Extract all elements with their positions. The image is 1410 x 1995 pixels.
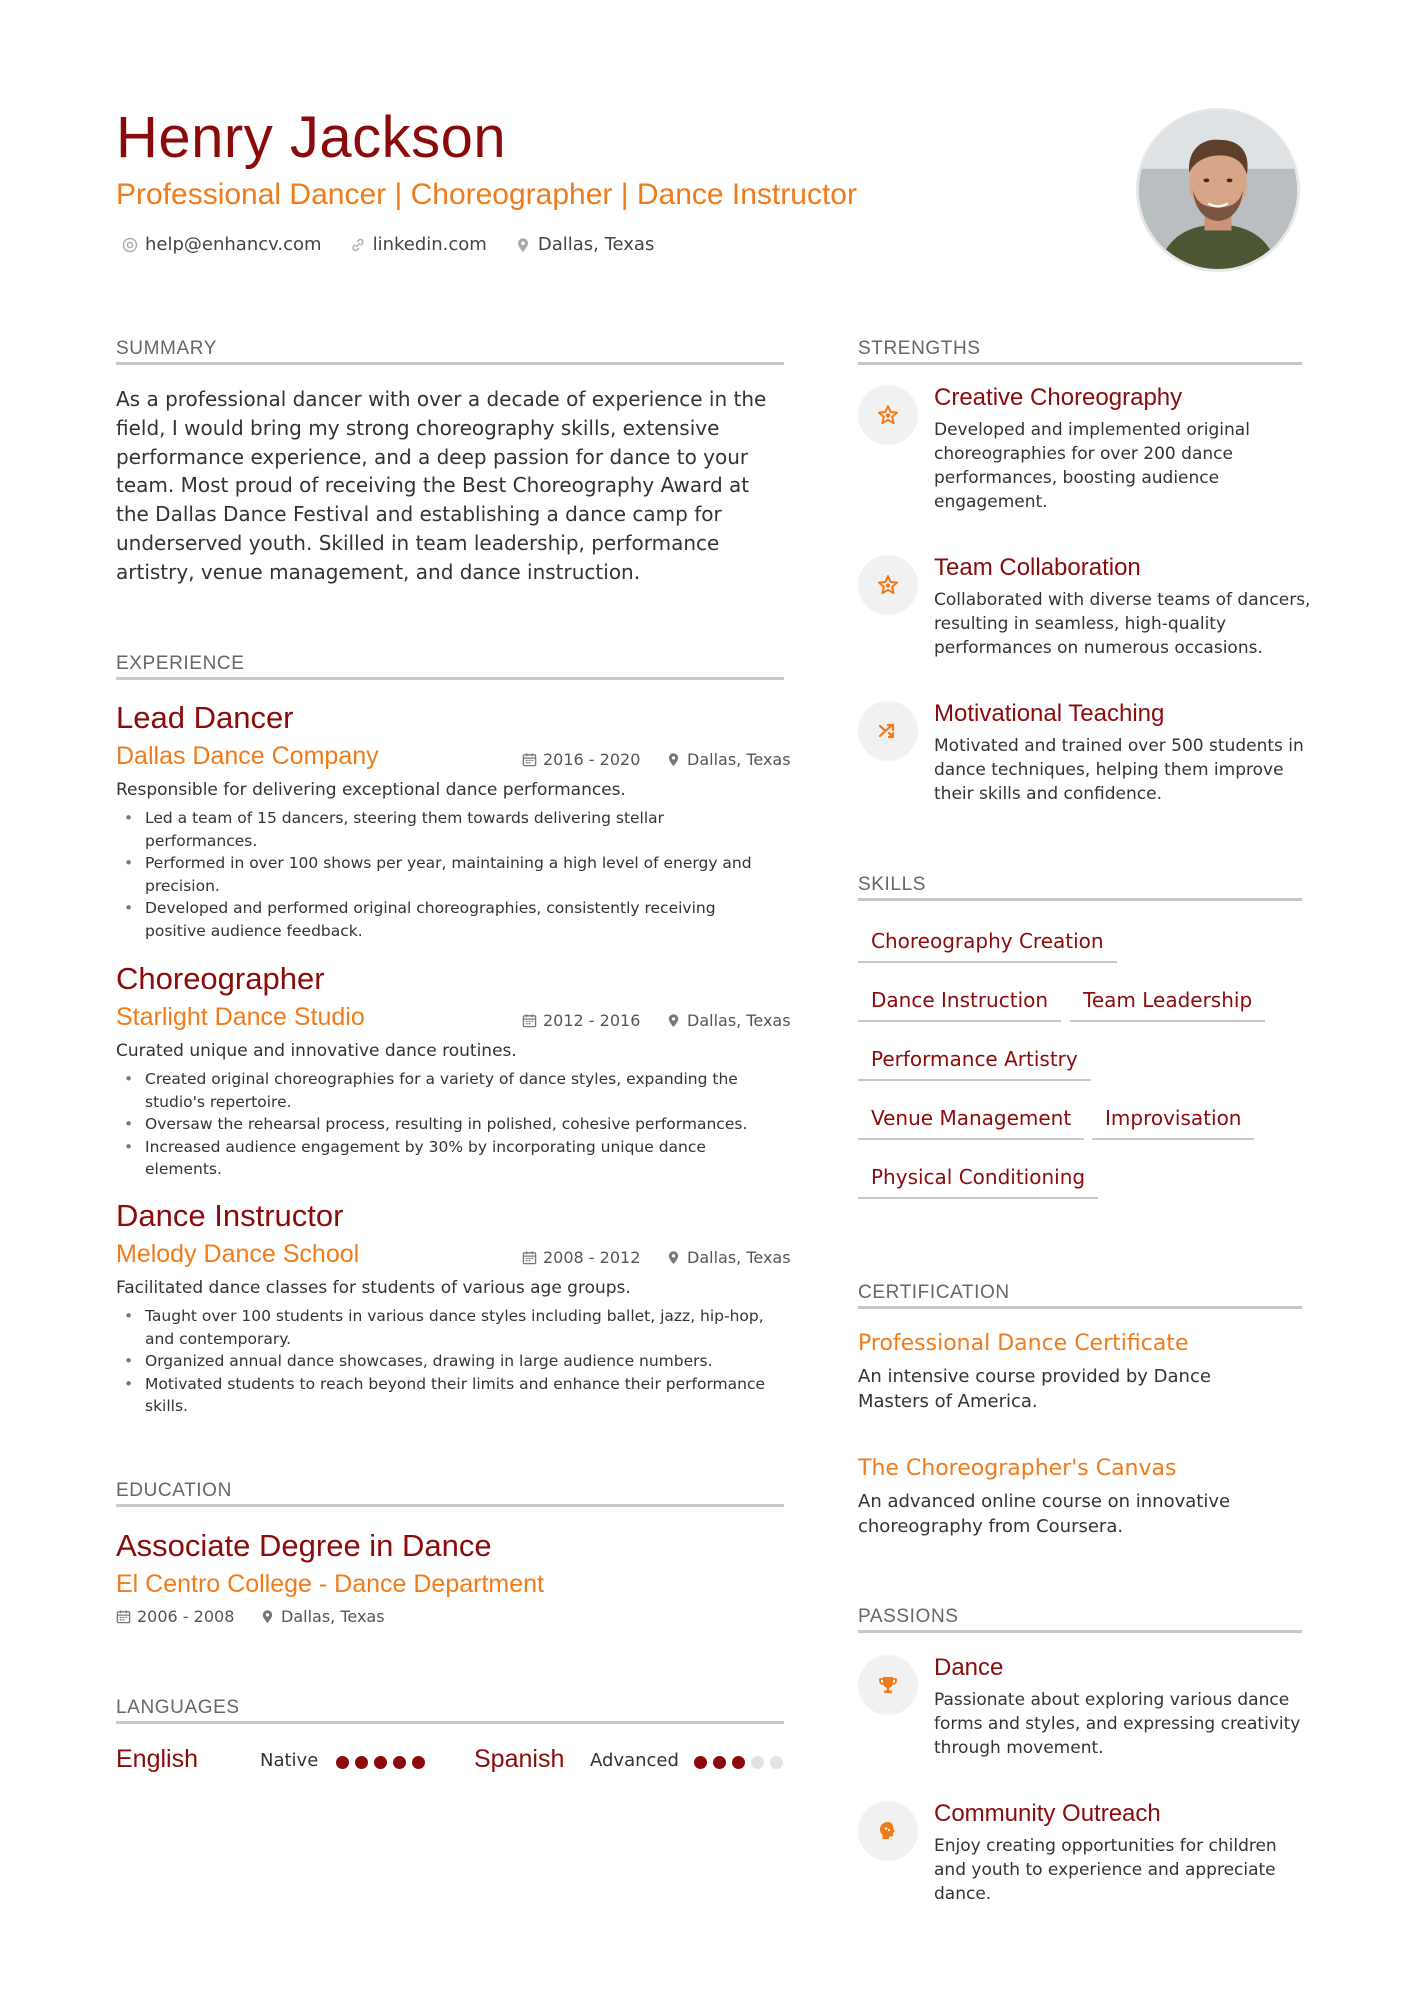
job-bullets [116,1305,776,1418]
job-title: Choreographer [116,961,325,996]
passion-description: Passionate about exploring various dance forms and styles, and expressing creativity through movement. [934,1690,1301,1758]
language-rating [694,1756,783,1769]
rating-dot-filled [694,1756,707,1769]
job-dates [522,1011,640,1030]
contact-location [515,234,655,255]
location-pin-icon [666,1250,681,1265]
location-text: Dallas, Texas [537,234,655,255]
certification-description: An intensive course provided by Dance Masters of America. [858,1366,1211,1412]
strength-description: Collaborated with diverse teams of dancers, resulting in seamless, high-quality performances on numerous occasions. [934,590,1311,658]
job-location-text: Dallas, Texas [687,1248,791,1267]
rating-dot-empty [751,1756,764,1769]
strength-icon-badge [858,385,918,445]
rating-dot-filled [732,1756,745,1769]
skill-tag: Performance Artistry [858,1047,1091,1081]
skills-heading: SKILLS [858,874,927,895]
email-text: help@enhancv.com [145,234,322,255]
strength-description: Developed and implemented original choreographies for over 200 dance performances, boosting audience engagement. [934,420,1250,512]
job-dates [522,750,640,769]
job-dates-text: 2012 - 2016 [543,1011,641,1030]
job-company: Starlight Dance Studio [116,1003,365,1031]
passions-divider [858,1630,1302,1633]
passion-title: Dance [934,1654,1004,1681]
experience-heading: EXPERIENCE [116,653,245,674]
rating-dot-filled [412,1756,425,1769]
strength-icon-badge [858,555,918,615]
job-bullets [116,807,776,942]
education-heading: EDUCATION [116,1480,232,1501]
calendar-icon [522,752,537,767]
job-company: Melody Dance School [116,1240,360,1268]
star-icon [876,403,900,427]
language-name: English [116,1745,198,1773]
passions-heading: PASSIONS [858,1606,959,1627]
rating-dot-filled [713,1756,726,1769]
certification-title: Professional Dance Certificate [858,1331,1189,1356]
job-location [666,1248,791,1267]
list-item: • Oversaw the rehearsal process, resulting in polished, cohesive performances. [116,1113,776,1136]
avatar [1139,111,1297,269]
link-icon [350,237,366,253]
list-item: • Organized annual dance showcases, drawing in large audience numbers. [116,1350,776,1373]
certification-title: The Choreographer's Canvas [858,1456,1177,1481]
list-item: • Created original choreographies for a variety of dance styles, expanding the studio's repertoire. [116,1068,776,1113]
languages-divider [116,1721,784,1724]
strengths-divider [858,362,1302,365]
experience-divider [116,677,784,680]
job-company: Dallas Dance Company [116,742,379,770]
education-location-text: Dallas, Texas [281,1607,385,1626]
skill-tag: Dance Instruction [858,988,1061,1022]
list-item: • Increased audience engagement by 30% by incorporating unique dance elements. [116,1136,776,1181]
job-description: Facilitated dance classes for students of various age groups. [116,1278,631,1298]
location-pin-icon [666,1013,681,1028]
contact-bar [122,234,654,255]
location-pin-icon [515,237,531,253]
list-item: • Motivated students to reach beyond their limits and enhance their performance skills. [116,1373,776,1418]
job-location [666,1011,791,1030]
job-dates-text: 2016 - 2020 [543,750,641,769]
language-level: Advanced [590,1750,679,1771]
calendar-icon [116,1609,131,1624]
degree-title: Associate Degree in Dance [116,1528,492,1563]
calendar-icon [522,1250,537,1265]
at-icon [122,237,138,253]
trophy-icon [876,1673,900,1697]
skills-divider [858,898,1302,901]
language-rating [336,1756,425,1769]
job-dates-text: 2008 - 2012 [543,1248,641,1267]
brain-icon [876,1819,900,1843]
skill-tag: Choreography Creation [858,929,1117,963]
education-dates [116,1607,234,1626]
linkedin-text: linkedin.com [372,234,487,255]
job-location-text: Dallas, Texas [687,750,791,769]
passion-description: Enjoy creating opportunities for children and youth to experience and appreciate dance. [934,1836,1277,1904]
job-title: Dance Instructor [116,1198,344,1233]
job-title: Lead Dancer [116,700,294,735]
education-divider [116,1504,784,1507]
job-dates [522,1248,640,1267]
summary-text: As a professional dancer with over a decade of experience in the field, I would bring my strong choreography skills, extensive performance experience, and a deep passion for dance to your team. Most proud of receiving the Best Choreography Award at the Dallas Dance Festival and establishing a dance camp for underserved youth. Skilled in team leadership, performance artistry, venue management, and dance instruction. [116,387,767,584]
job-description: Curated unique and innovative dance routines. [116,1041,517,1061]
rating-dot-filled [336,1756,349,1769]
list-item: • Led a team of 15 dancers, steering them towards delivering stellar performances. [116,807,776,852]
calendar-icon [522,1013,537,1028]
certification-divider [858,1306,1302,1309]
list-item: • Taught over 100 students in various dance styles including ballet, jazz, hip-hop, and contemporary. [116,1305,776,1350]
candidate-subtitle: Professional Dancer | Choreographer | Dance Instructor [116,178,857,211]
school-name: El Centro College - Dance Department [116,1570,544,1598]
job-location [666,750,791,769]
job-location-text: Dallas, Texas [687,1011,791,1030]
strengths-heading: STRENGTHS [858,338,981,359]
candidate-name: Henry Jackson [116,105,507,170]
passion-icon-badge [858,1655,918,1715]
list-item: • Performed in over 100 shows per year, maintaining a high level of energy and precision. [116,852,776,897]
location-pin-icon [666,752,681,767]
list-item: • Developed and performed original choreographies, consistently receiving positive audience feedback. [116,897,776,942]
rating-dot-filled [393,1756,406,1769]
strength-icon-badge [858,701,918,761]
language-level: Native [260,1750,319,1771]
job-bullets [116,1068,776,1181]
passion-icon-badge [858,1801,918,1861]
star-icon [876,573,900,597]
education-dates-text: 2006 - 2008 [137,1607,235,1626]
summary-divider [116,362,784,365]
contact-email[interactable] [122,234,322,255]
location-pin-icon [260,1609,275,1624]
certification-description: An advanced online course on innovative choreography from Coursera. [858,1491,1231,1537]
certification-heading: CERTIFICATION [858,1282,1010,1303]
skill-tag: Physical Conditioning [858,1165,1098,1199]
strength-title: Motivational Teaching [934,700,1165,727]
profile-photo [1136,108,1300,272]
skill-tag: Venue Management [858,1106,1084,1140]
rating-dot-filled [374,1756,387,1769]
education-location [260,1607,385,1626]
language-name: Spanish [474,1745,565,1773]
job-description: Responsible for delivering exceptional dance performances. [116,780,626,800]
summary-heading: SUMMARY [116,338,217,359]
shuffle-icon [876,719,900,743]
rating-dot-empty [770,1756,783,1769]
contact-linkedin[interactable] [350,234,487,255]
strength-title: Creative Choreography [934,384,1183,411]
skill-tag: Team Leadership [1070,988,1265,1022]
passion-title: Community Outreach [934,1800,1161,1827]
strength-description: Motivated and trained over 500 students in dance techniques, helping them improve their skills and confidence. [934,736,1304,804]
languages-heading: LANGUAGES [116,1697,240,1718]
skill-tag: Improvisation [1092,1106,1254,1140]
rating-dot-filled [355,1756,368,1769]
strength-title: Team Collaboration [934,554,1141,581]
